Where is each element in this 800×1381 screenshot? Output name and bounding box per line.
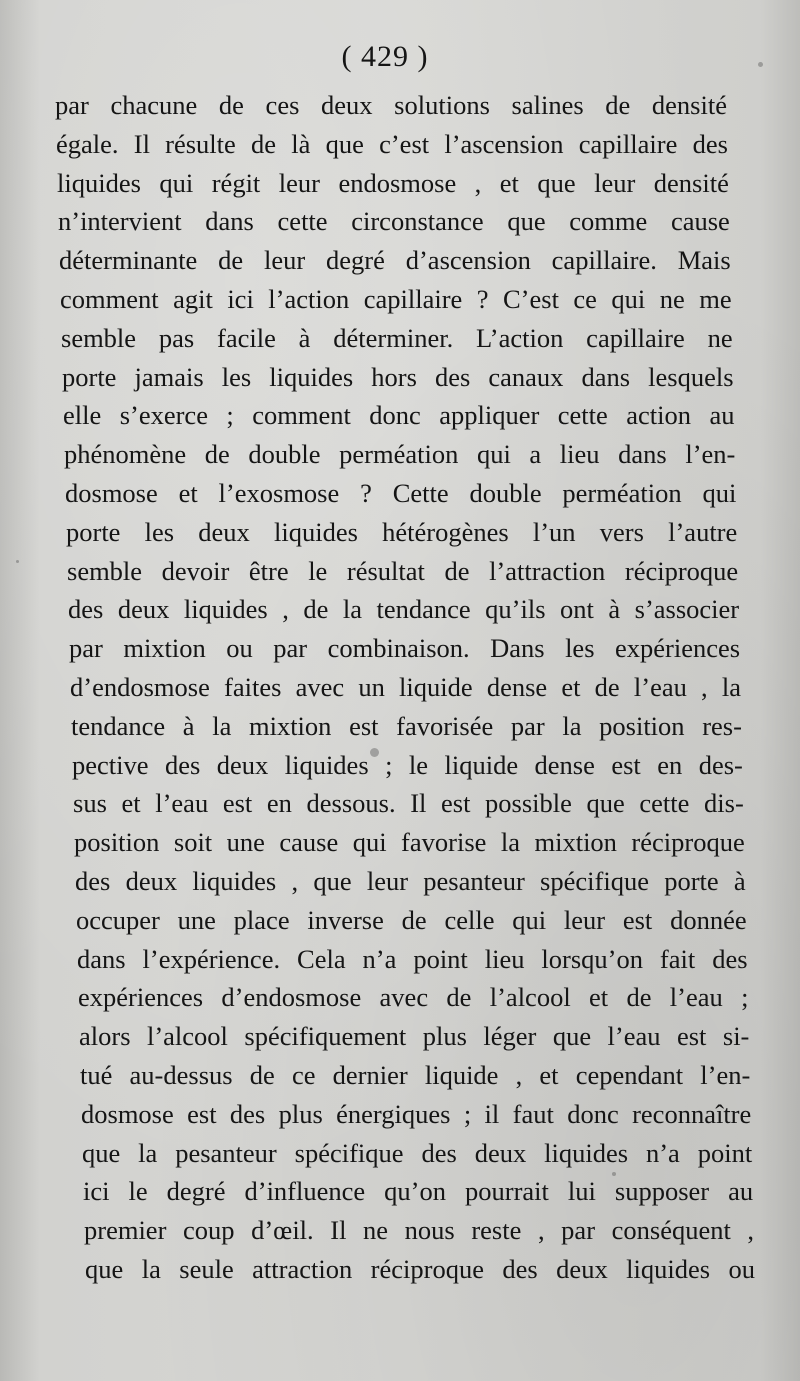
text-line: tendance à la mixtion est favorisée par la position res- <box>71 710 742 741</box>
text-line: comment agit ici l’action capillaire ? C’est ce qui ne me <box>60 284 732 314</box>
text-line: sus et l’eau est en dessous. Il est possible que cette dis- <box>73 788 744 819</box>
text-line: dosmose est des plus énergiques ; il faut donc reconnaître <box>81 1098 752 1129</box>
text-line: d’endosmose faites avec un liquide dense et de l’eau , la <box>70 672 741 702</box>
text-line: occuper une place inverse de celle qui leur est donnée <box>76 904 747 935</box>
text-line: expériences d’endosmose avec de l’alcool et de l’eau ; <box>78 982 749 1013</box>
paper-speck <box>370 748 379 757</box>
text-line: n’intervient dans cette circonstance que comme cause <box>58 206 730 237</box>
text-line: par mixtion ou par combinaison. Dans les expériences <box>69 633 741 664</box>
text-line: ici le degré d’influence qu’on pourrait lui supposer au <box>83 1176 754 1207</box>
text-line: dosmose et l’exosmose ? Cette double perméation qui <box>65 478 737 508</box>
text-line: des deux liquides , que leur pesanteur spécifique porte à <box>75 866 746 896</box>
text-line: des deux liquides , de la tendance qu’ils ont à s’associer <box>68 594 740 625</box>
paper-speck <box>16 560 19 563</box>
text-line: porte jamais les liquides hors des canaux dans lesquels <box>62 361 734 392</box>
page-number: ( 429 ) <box>341 40 429 73</box>
text-line: position soit une cause qui favorise la mixtion réciproque <box>74 827 745 858</box>
text-line: pective des deux liquides ; le liquide dense est en des- <box>72 749 743 780</box>
text-line: dans l’expérience. Cela n’a point lieu lorsqu’on fait des <box>77 943 748 974</box>
text-line: par chacune de ces deux solutions salines de densité <box>55 90 727 120</box>
paper-speck <box>758 62 763 67</box>
text-line: liquides qui régit leur endosmose , et que leur densité <box>57 167 729 198</box>
text-line: déterminante de leur degré d’ascension capillaire. Mais <box>59 245 731 276</box>
text-line: que la seule attraction réciproque des deux liquides ou <box>85 1254 755 1284</box>
text-line: alors l’alcool spécifiquement plus léger que l’eau est si- <box>79 1021 750 1052</box>
text-line: semble pas facile à déterminer. L’action capillaire ne <box>61 322 733 353</box>
text-line: elle s’exerce ; comment donc appliquer cette action au <box>63 400 735 431</box>
text-line: phénomène de double perméation qui a lieu dans l’en- <box>64 439 736 470</box>
paper-speck <box>612 1172 616 1176</box>
text-line: semble devoir être le résultat de l’attraction réciproque <box>67 555 739 586</box>
text-line: égale. Il résulte de là que c’est l’ascension capillaire des <box>56 128 728 159</box>
text-line: tué au-dessus de ce dernier liquide , et cependant l’en- <box>80 1060 751 1090</box>
text-line: premier coup d’œil. Il ne nous reste , par conséquent , <box>84 1215 755 1246</box>
text-line: porte les deux liquides hétérogènes l’un vers l’autre <box>66 516 738 547</box>
text-line: que la pesanteur spécifique des deux liquides n’a point <box>82 1137 753 1168</box>
